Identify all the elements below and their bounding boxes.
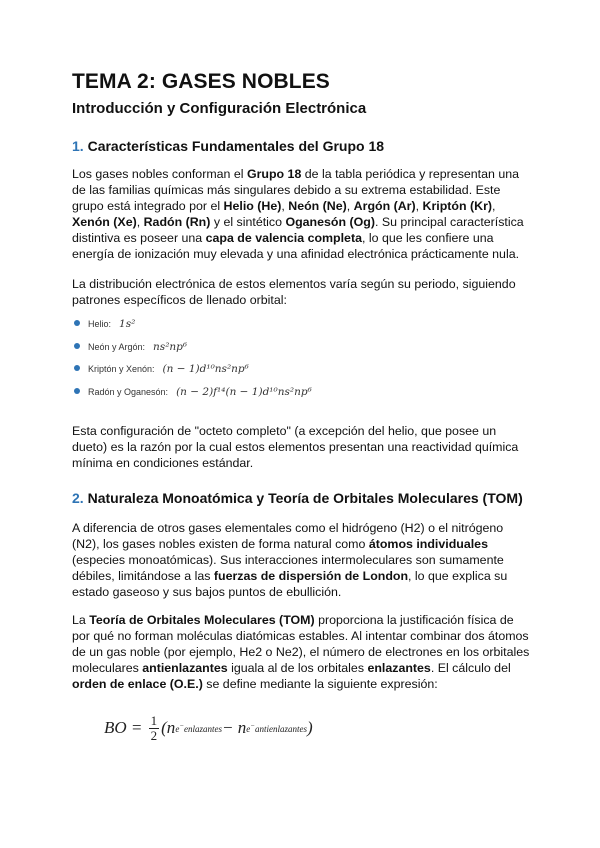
config-label: Neón y Argón:: [88, 341, 146, 352]
config-label: Kriptón y Xenón:: [88, 364, 155, 374]
bond-order-formula: BO = $\frac{1}{2}$ (n e−enlazantes − n e−antienlazantes ): [104, 712, 313, 743]
bullet-icon: [74, 343, 80, 349]
bullet-icon: [74, 365, 80, 371]
section-2-paragraph-1: A diferencia de otros gases elementales como el hidrógeno (H2) o el nitrógeno (N2), los gases nobles existen de forma natural como átomos individuales (especies monoatómicas). Sus interacciones intermoleculares son sumamente débiles, limitándose a las fuerzas de dispersión de London, lo que explica su estado gaseoso y sus bajos puntos de ebullición.: [72, 521, 508, 600]
config-label: Radón y Oganesón:: [88, 386, 169, 397]
list-item: [74, 341, 534, 364]
page-subtitle: Introducción y Configuración Electrónica: [72, 100, 367, 117]
list-item: [74, 363, 534, 386]
section-2-heading: [72, 490, 523, 506]
config-formula: ns²np⁶: [153, 340, 188, 353]
list-item: [74, 318, 534, 341]
config-formula: (n − 2)f¹⁴(n − 1)d¹⁰ns²np⁶: [176, 385, 312, 398]
section-1-paragraph-1: Los gases nobles conforman el Grupo 18 de la tabla periódica y representan una de las familias químicas más singulares debido a su extrema estabilidad. Este grupo está integrado por el Helio (He), Neón (Ne), Argón (Ar), Kriptón (Kr), Xenón (Xe), Radón (Rn) y el sintético Oganesón (Og). Su principal característica distintiva es poseer una capa de valencia completa, lo que les confiere una energía de ionización muy elevada y una afinidad electrónica prácticamente nula.: [72, 167, 524, 262]
section-1-number: 1.: [72, 138, 84, 154]
section-1-paragraph-3: Esta configuración de "octeto completo" (a excepción del helio, que posee un dueto) es la razón por la cual estos elementos presentan una reactividad química mínima en condiciones estándar.: [72, 424, 519, 471]
section-2-number: 2.: [72, 490, 84, 506]
section-1-title: Características Fundamentales del Grupo 18: [87, 138, 385, 154]
section-2-paragraph-2: La Teoría de Orbitales Moleculares (TOM) proporciona la justificación física de por qué no forman moléculas diatómicas estables. Al intentar combinar dos átomos de un gas noble (por ejemplo, He2 o Ne2), el número de electrones en los orbitales moleculares antienlazantes iguala al de los orbitales enlazantes. El cálculo del orden de enlace (O.E.) se define mediante la siguiente expresión:: [72, 613, 530, 692]
config-formula: (n − 1)d¹⁰ns²np⁶: [162, 363, 249, 375]
config-label: Helio:: [88, 319, 112, 329]
section-1-paragraph-2: La distribución electrónica de estos elementos varía según su periodo, siguiendo patrones específicos de llenado orbital:: [72, 277, 516, 308]
fraction: $\frac{1}{2}$: [150, 712, 158, 743]
section-2-title: Naturaleza Monoatómica y Teoría de Orbitales Moleculares (TOM): [87, 490, 523, 506]
bullet-icon: [74, 320, 80, 326]
config-formula: 1s²: [119, 318, 136, 330]
bullet-icon: [74, 388, 80, 394]
page-title: TEMA 2: GASES NOBLES: [72, 70, 330, 93]
list-item: [74, 386, 534, 409]
configuration-list: [74, 318, 534, 408]
section-1-heading: [72, 138, 384, 154]
